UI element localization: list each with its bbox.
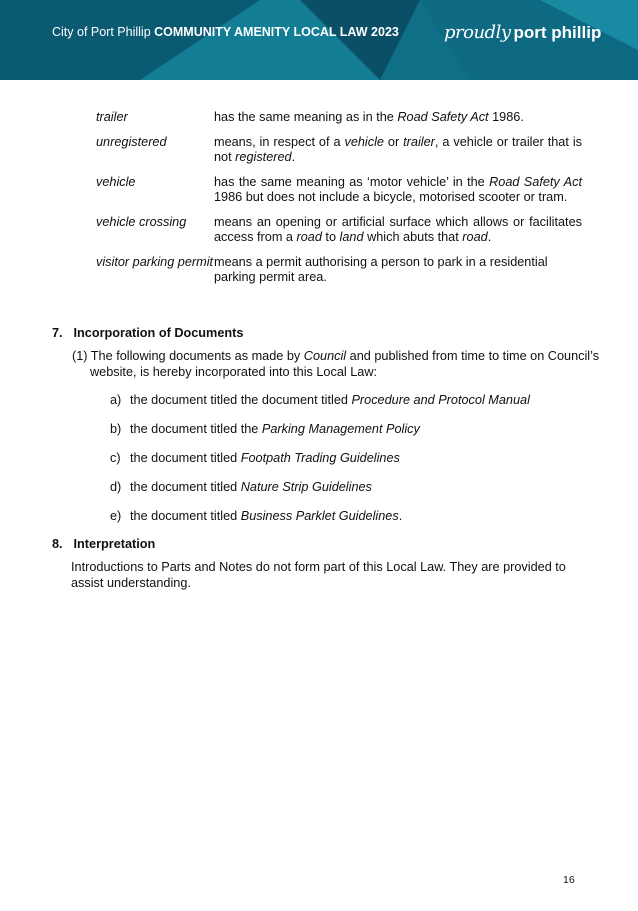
definition-text-run: registered <box>235 150 292 164</box>
list-item-text-run: the document titled <box>130 451 241 465</box>
definition-text-run: has the same meaning as in the <box>214 110 398 124</box>
definition-text-run: has the same meaning as ‘motor vehicle’ in the <box>214 174 490 189</box>
list-item-text-run: Parking Management Policy <box>261 422 420 436</box>
definition-text-run: vehicle <box>344 134 384 149</box>
definition-text-run: which abuts that <box>363 230 463 244</box>
definition-term: vehicle <box>96 174 136 189</box>
definition-term: unregistered <box>96 134 167 149</box>
section-7-intro-run: (1) The following documents as made by <box>72 349 304 363</box>
definition-row <box>96 110 586 126</box>
definition-text-run: 1986 but does not include a bicycle, motorised scooter or tram. <box>214 190 568 204</box>
list-item-text-run: the document titled <box>130 480 241 494</box>
document-list-item <box>110 451 400 465</box>
definition-text-run: or <box>383 134 404 149</box>
definition-text <box>214 255 582 286</box>
definition-text-run: . <box>487 230 492 244</box>
list-item-label: d) <box>110 480 122 494</box>
section-7-intro <box>72 349 600 380</box>
list-item-text-run: Business Parklet Guidelines <box>240 509 399 523</box>
section-7-number: 7. <box>52 326 63 340</box>
list-item-text-run: Procedure and Protocol Manual <box>351 393 530 407</box>
section-7-intro-run: Council <box>303 349 347 363</box>
list-item-text-run: the document titled the <box>130 422 262 436</box>
definition-text-run: means, in respect of a <box>214 134 345 149</box>
logo-bold: port phillip <box>513 23 602 42</box>
definition-term: visitor parking permit <box>96 254 214 269</box>
definition-text-run: land <box>339 230 364 244</box>
list-item-label: b) <box>110 422 122 436</box>
definition-text <box>214 215 582 246</box>
definition-term: trailer <box>96 110 128 124</box>
list-item-text-run: the document titled <box>130 509 241 523</box>
definition-row <box>96 215 586 246</box>
list-item-text-run: Footpath Trading Guidelines <box>240 451 400 465</box>
document-title <box>52 25 399 39</box>
definition-text-run: Road Safety Act <box>397 110 489 124</box>
definition-text-run: , a vehicle or trailer that is not <box>214 134 582 164</box>
definition-text <box>214 175 582 206</box>
definition-text-run: means a permit authorising a person to park in a residential parking permit area. <box>214 254 548 284</box>
definition-text-run: means an opening or artificial surface which allows or facilitates access from a <box>214 214 582 244</box>
section-8-text: Introductions to Parts and Notes do not form part of this Local Law. They are provided to assist understanding. <box>71 560 566 590</box>
document-list-item <box>110 422 420 436</box>
definition-text-run: 1986. <box>488 110 524 124</box>
page-number: 16 <box>563 874 575 886</box>
definition-text-run: to <box>321 230 340 244</box>
definition-row <box>96 135 586 166</box>
list-item-text-run: the document titled the document titled <box>130 393 352 407</box>
definition-text-run: . <box>291 150 296 164</box>
list-item-label: c) <box>110 451 121 465</box>
org-name: City of Port Phillip <box>52 25 151 39</box>
definitions-list <box>96 110 586 295</box>
header-banner <box>0 0 638 80</box>
section-8-title: Interpretation <box>73 537 156 551</box>
list-item-label: e) <box>110 509 122 523</box>
definition-text-run: road <box>462 230 488 244</box>
section-7-title: Incorporation of Documents <box>73 326 244 340</box>
section-8-number: 8. <box>52 537 63 551</box>
definition-text-run: Road Safety Act <box>489 174 583 189</box>
definition-text <box>214 135 582 166</box>
document-list-item <box>110 393 530 407</box>
definition-row <box>96 175 586 206</box>
port-phillip-logo <box>444 22 601 43</box>
document-list-item <box>110 480 372 494</box>
law-title: COMMUNITY AMENITY LOCAL LAW 2023 <box>154 25 399 39</box>
definition-text-run: road <box>296 230 322 244</box>
document-list-item <box>110 509 402 523</box>
section-7-intro-run: and published from time to time on Council’s website, is hereby incorporated into this Local Law: <box>90 349 600 379</box>
definition-term: vehicle crossing <box>96 214 187 229</box>
list-item-text-run: Nature Strip Guidelines <box>240 480 372 494</box>
list-item-label: a) <box>110 393 122 407</box>
logo-script: proudly <box>444 22 511 43</box>
definition-text <box>214 110 582 126</box>
section-8-heading <box>52 537 155 551</box>
list-item-text-run: . <box>398 509 403 523</box>
definition-row <box>96 255 586 286</box>
definition-text-run: trailer <box>403 134 435 149</box>
section-7-heading <box>52 326 243 340</box>
